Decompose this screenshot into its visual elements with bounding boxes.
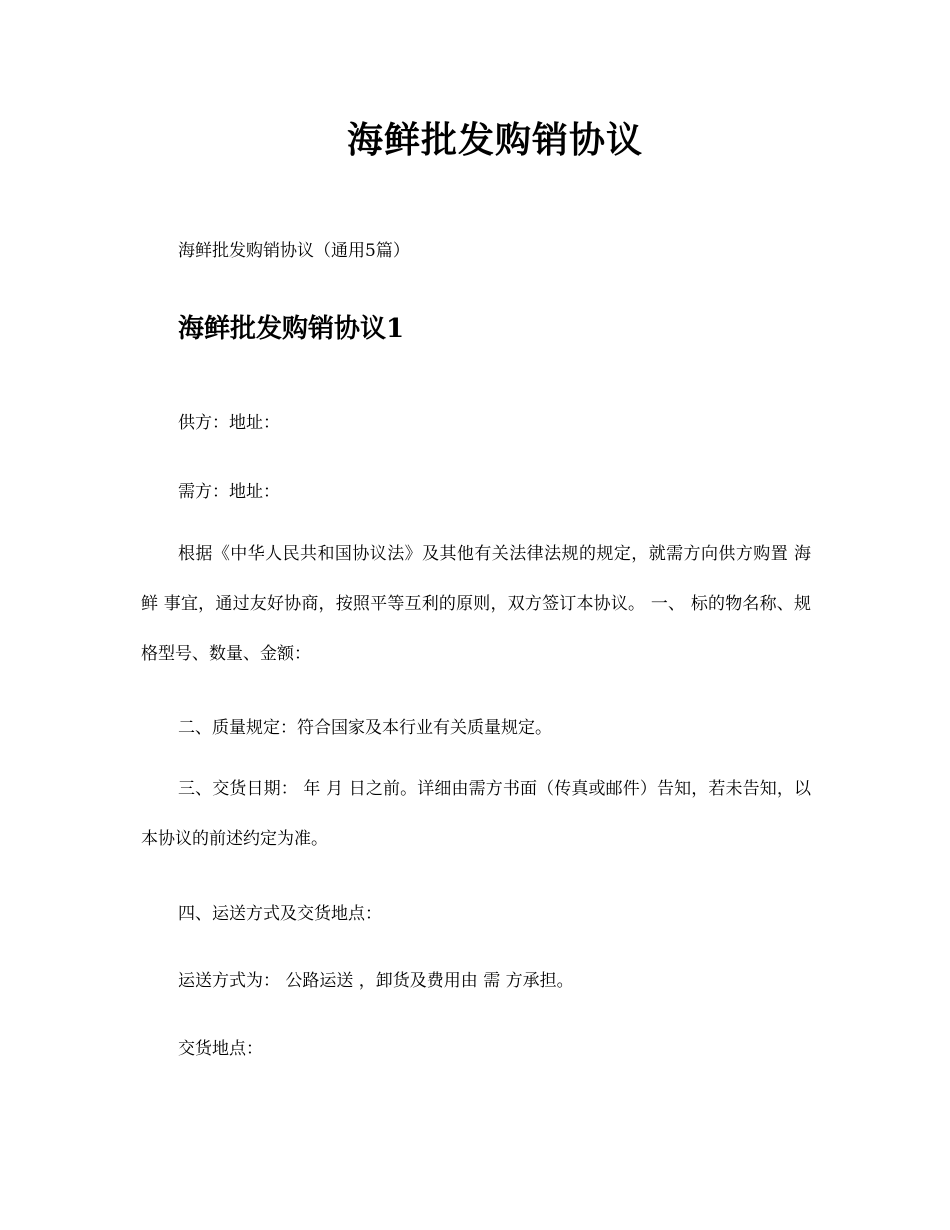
intro-paragraph: 根据《中华人民共和国协议法》及其他有关法律法规的规定，就需方向供方购置 海鲜 事宜，通过友好协商，按照平等互利的原则，双方签订本协议。 一、 标的物名称、规格型号、数量、金额： [141,544,811,664]
supplier-line: 供方：地址： [178,413,280,433]
document-title: 海鲜批发购销协议 [346,119,643,161]
transport-method: 运送方式为： 公路运送 ，卸货及费用由 需 方承担。 [178,971,574,991]
delivery-place: 交货地点： [178,1039,263,1059]
delivery-date-clause: 三、交货日期： 年 月 日之前。详细由需方书面（传真或邮件）告知，若未告知，以本协议的前述约定为准。 [141,779,811,849]
buyer-line: 需方：地址： [178,482,280,502]
quality-clause: 二、质量规定：符合国家及本行业有关质量规定。 [178,718,552,738]
section-heading: 海鲜批发购销协议1 [178,314,405,344]
document-subtitle: 海鲜批发购销协议（通用5篇） [178,241,410,261]
transport-heading: 四、运送方式及交货地点： [178,904,382,924]
